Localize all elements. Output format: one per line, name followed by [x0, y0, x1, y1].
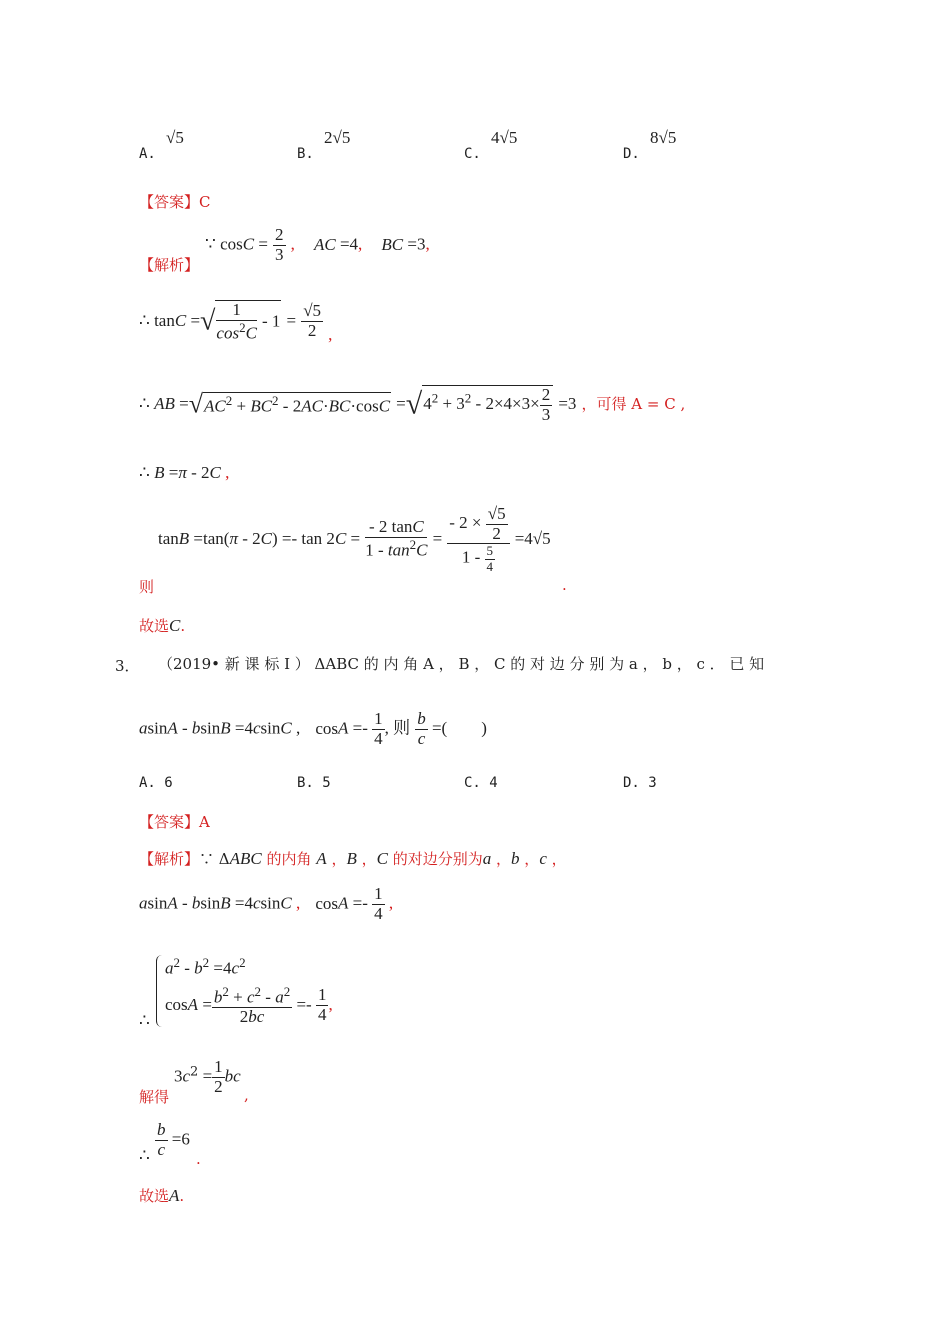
option-a-value: √5 — [166, 128, 184, 147]
q3-conclusion: 故选A. — [139, 1186, 185, 1205]
q3-option-a: A. 6 — [139, 775, 173, 791]
option-a-label: A. — [139, 146, 156, 162]
q3-solve-prefix: 解得 — [139, 1088, 170, 1106]
q2-solution-tag: 【解析】 — [139, 256, 200, 274]
q2-answer — [139, 191, 211, 212]
ab-suffix: ，可得 A = C , — [581, 395, 686, 414]
option-c-value: 4√5 — [491, 128, 518, 147]
q2-tanB-prefix: 则 — [139, 578, 155, 596]
q2-given: ∵ cosC = $\frac{2}{3}$ , AC =4, BC =3, — [205, 225, 430, 264]
option-d-value: 8√5 — [650, 128, 677, 147]
q3-number: 3． — [115, 657, 140, 675]
option-b-label: B. — [297, 146, 314, 162]
q3-option-b: B. 5 — [297, 775, 331, 791]
q3-system — [156, 955, 333, 1027]
option-c-label: C. — [464, 146, 481, 162]
q2-conclusion: 故选C. — [139, 616, 186, 635]
answer-tag: 【答案】 — [139, 193, 200, 211]
q3-condition: asinA - bsinB =4csinC , cosA =- $\frac{1}{4}$ , 则 $\frac{b}{c}$ =( ) — [139, 709, 487, 748]
option-d-label: D. — [623, 146, 640, 162]
option-b-value: 2√5 — [324, 128, 351, 147]
q3-solution-line1: 【解析】∵ ΔABC 的内角 A ，B ，C 的对边分别为a ，b ，c ， — [139, 849, 567, 868]
q2-b-line: ∴ B =π - 2C , — [139, 463, 230, 482]
answer-value: C — [199, 193, 211, 211]
system-eq2: cosA = $\frac{b^2 + c^2 - a^2}{2bc}$ =- $\frac{1}{4}$ , — [165, 983, 333, 1026]
q2-ab-line: ∴ AB $=√AC^2 + BC^2 - 2AC\cdot BC\cdot\cos C =√4^2 + 3^2 - 2\times 4\times 3\times$ $\frac{2}{3}$ =3 ，可得 A = C , — [139, 385, 686, 424]
q3-option-c: C. 4 — [464, 775, 498, 791]
q2-tanB-suffix: . — [562, 576, 567, 594]
q3-ratio-suffix: . — [196, 1150, 201, 1168]
q3-option-d: D. 3 — [623, 775, 657, 791]
q3-answer: 【答案】A — [139, 813, 210, 831]
q3-system-prefix: ∴ — [139, 1011, 150, 1030]
q3-solve-suffix: , — [244, 1086, 249, 1104]
q2-tanC-line: ∴ tanC =√ $\frac{1}{\cos^2C}$ - 1 = $\frac{√5}{2}$ , — [139, 300, 333, 345]
q3-header: （2019• 新 课 标 I ） ΔABC 的 内 角 A ， B ， C 的 对 边 分 别 为 a ， b ， c ． 已 知 — [158, 655, 765, 673]
q3-solve-line: $3c^2$ = $\frac{1}{2}$ bc — [174, 1057, 241, 1096]
q3-ratio-line: $\frac{b}{c}$ =6 — [157, 1120, 190, 1159]
q2-tanB-line: tanB =tan(π - 2C) =- tan 2C = $\frac{- 2 \tan C}{1 - \tan^2C}$ = - 2 × $\frac{√5}{2}$ 1 - $\frac{5}{4}$ =4√5 — [158, 504, 551, 574]
system-eq1: $a^2 - b^2 =4c^2$ — [165, 955, 246, 978]
q3-solution-line2: asinA - bsinB =4csinC , cosA =- $\frac{1}{4}$ , — [139, 884, 394, 923]
q3-ratio-prefix: ∴ — [139, 1146, 150, 1165]
fraction-2-3: $\frac{2}{3}$ — [275, 225, 284, 264]
